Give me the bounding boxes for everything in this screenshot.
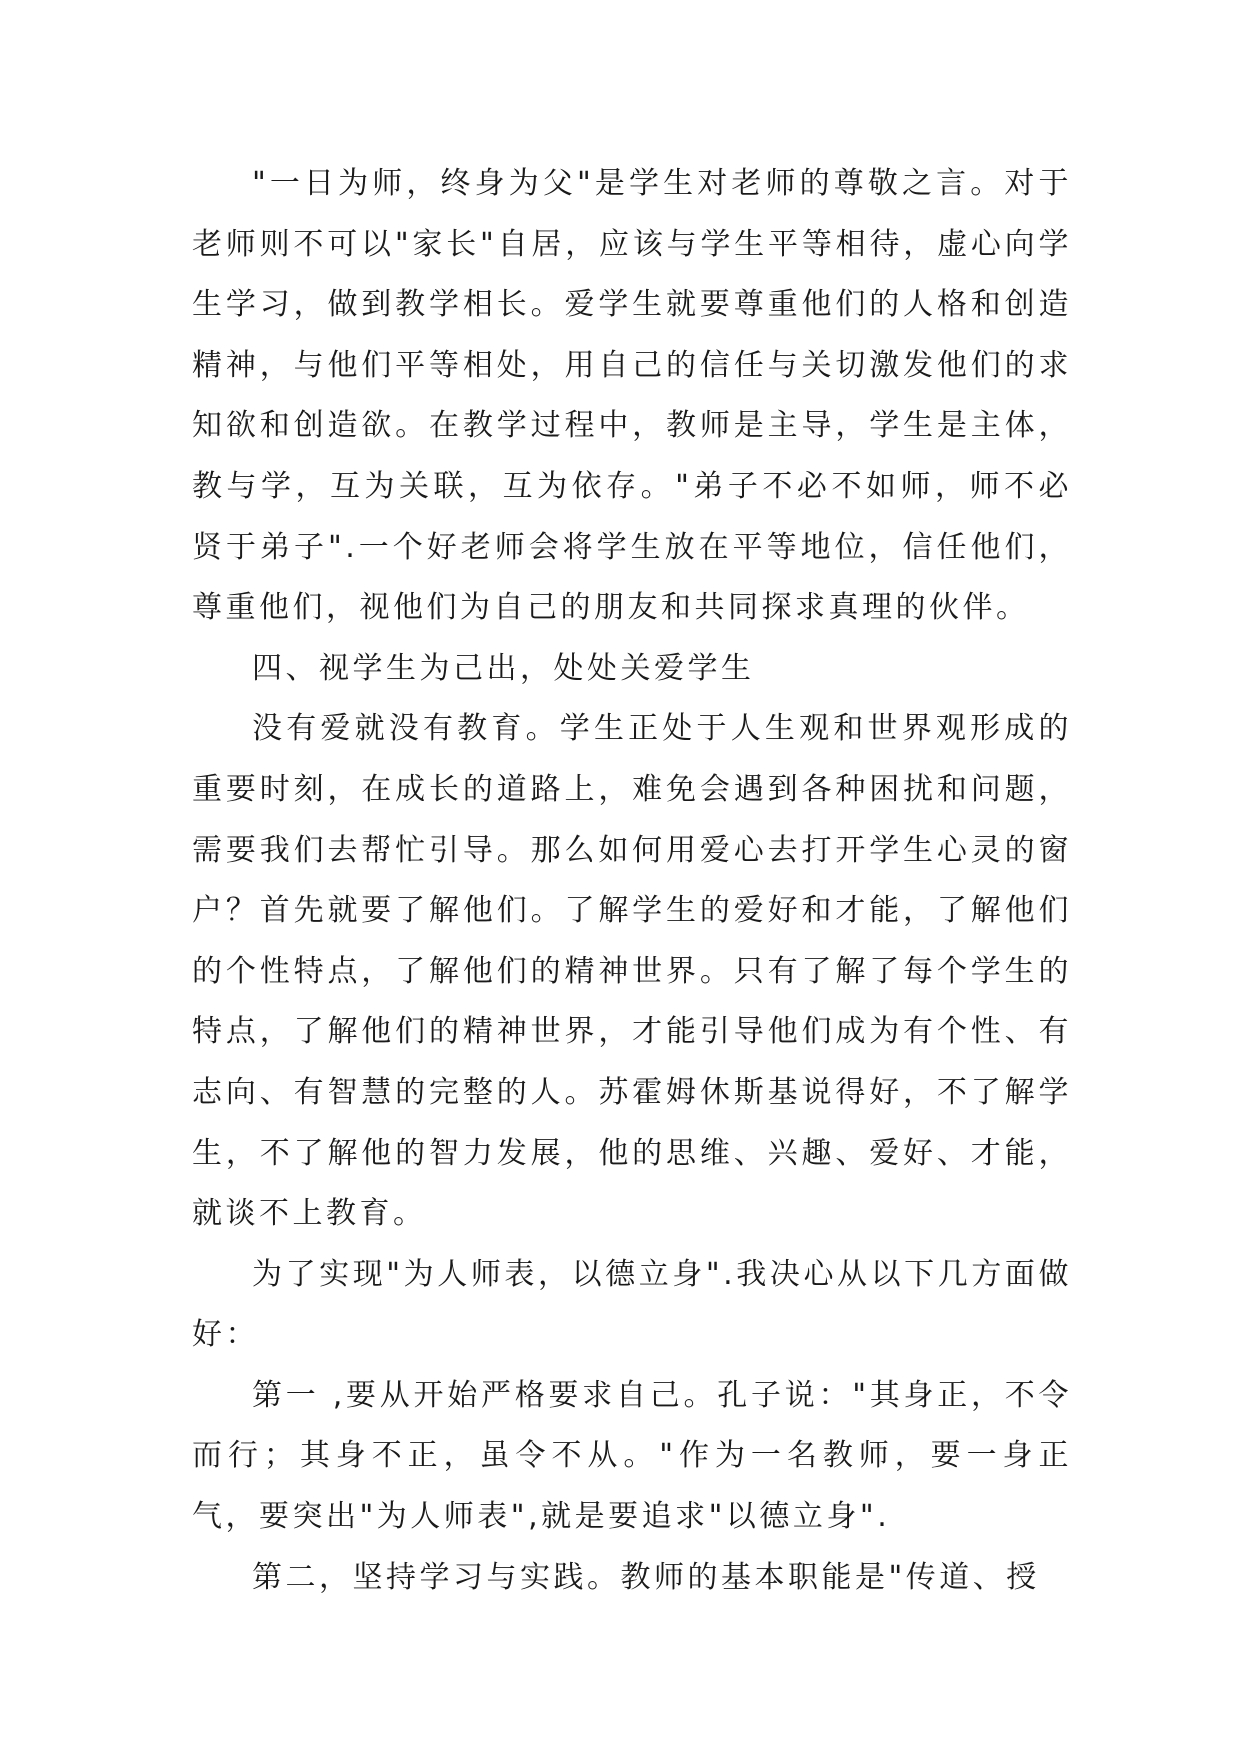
section-heading-four: 四、视学生为己出，处处关爱学生 [252,650,755,686]
paragraph-respect-students: "一日为师，终身为父"是学生对老师的尊敬之言。对于老师则不可以"家长"自居，应该与学生平等相待，虚心向学生学习，做到教学相长。爱学生就要尊重他们的人格和创造精神，与他们平等相处，用自己的信任与关切激发他们的求知欲和创造欲。在教学过程中，教师是主导，学生是主体，教与学，互为关联，互为依存。"弟子不必不如师，师不必贤于弟子".一个好老师会将学生放在平等地位，信任他们，尊重他们，视他们为自己的朋友和共同探求真理的伙伴。 [192,166,1072,626]
paragraph-second-point: 第二，坚持学习与实践。教师的基本职能是"传道、授 [252,1559,1040,1595]
document-body [192,154,1072,1608]
paragraph-first-point: 第一 ,要从开始严格要求自己。孔子说："其身正，不令而行；其身不正，虽令不从。"作为一名教师，要一身正气，要突出"为人师表",就是要追求"以德立身". [192,1377,1072,1535]
paragraph-resolution-intro: 为了实现"为人师表，以德立身".我决心从以下几方面做好： [192,1256,1072,1353]
paragraph-love-education: 没有爱就没有教育。学生正处于人生观和世界观形成的重要时刻，在成长的道路上，难免会遇到各种困扰和问题，需要我们去帮忙引导。那么如何用爱心去打开学生心灵的窗户？首先就要了解他们。了解学生的爱好和才能，了解他们的个性特点，了解他们的精神世界。只有了解了每个学生的特点，了解他们的精神世界，才能引导他们成为有个性、有志向、有智慧的完整的人。苏霍姆休斯基说得好，不了解学生，不了解他的智力发展，他的思维、兴趣、爱好、才能，就谈不上教育。 [192,711,1072,1232]
